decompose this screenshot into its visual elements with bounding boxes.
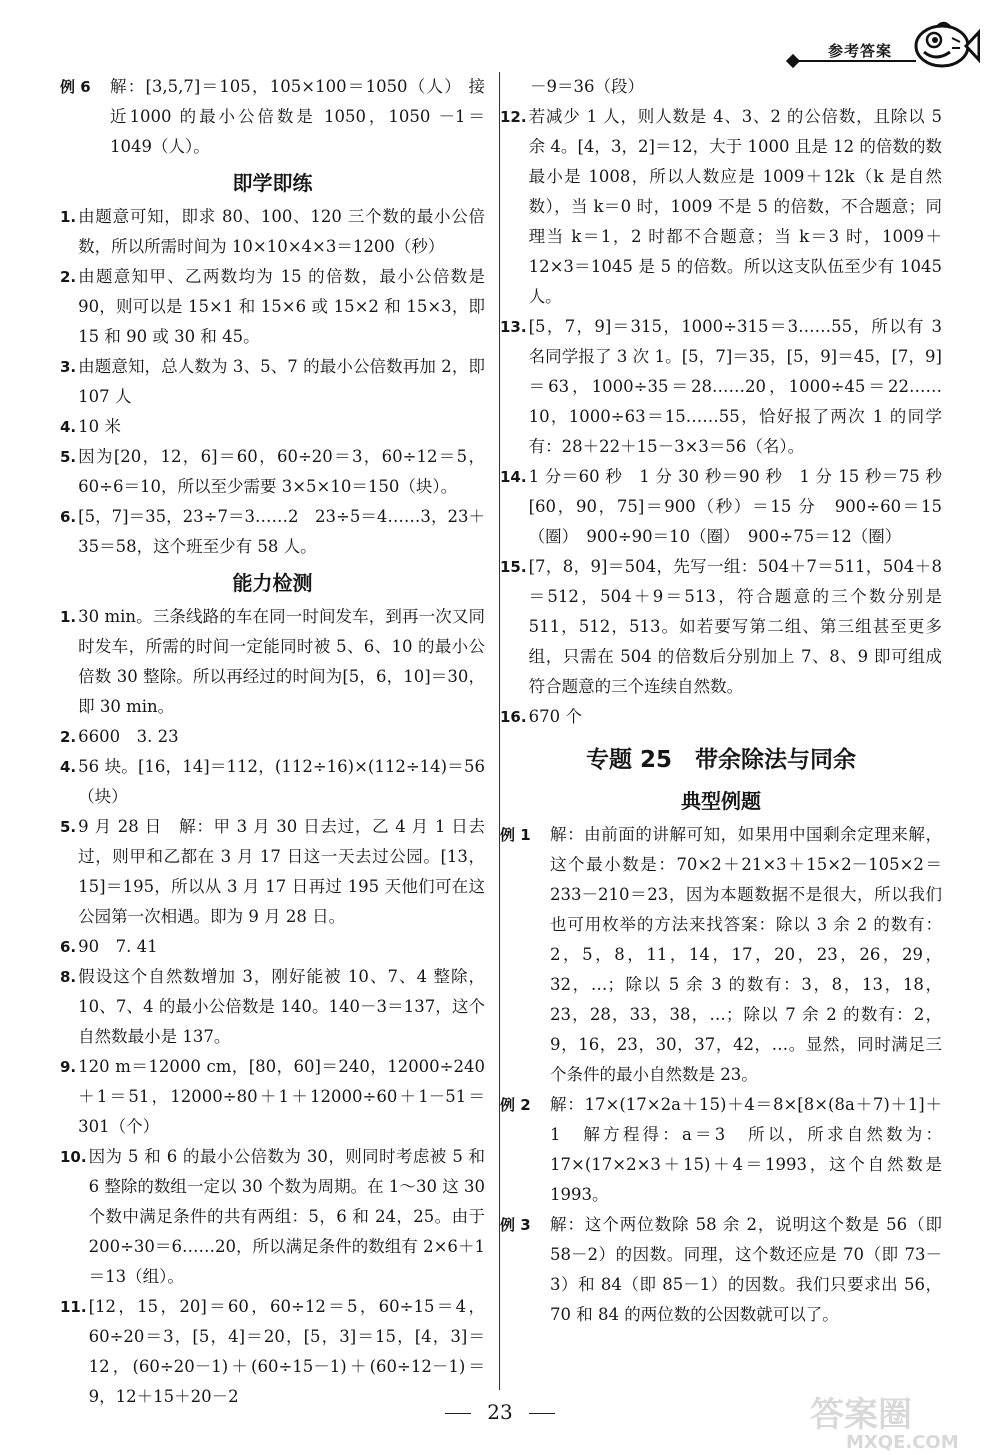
answer-item (60, 962, 485, 1052)
topic-heading: 专题 25 带余除法与同余 (585, 747, 856, 773)
answer-item (60, 262, 485, 352)
cartoon-fish-icon (908, 18, 980, 74)
item-number: 10. (60, 1148, 87, 1166)
answer-item (60, 202, 485, 262)
item-number: 例 3 (500, 1216, 531, 1234)
item-number: 6. (60, 938, 77, 956)
item-text: 因为[20，12，6]＝60，60÷20＝3，60÷12＝5，60÷6＝10，所以至少需要 3×5×10＝150（块）。 (78, 447, 485, 496)
answer-item (60, 412, 485, 442)
watermark-logo (806, 1390, 996, 1452)
answer-item (60, 812, 485, 932)
item-number: 例 1 (500, 826, 531, 844)
answer-item (60, 932, 485, 962)
item-text: 假设这个自然数增加 3，刚好能被 10、7、4 整除，10、7、4 的最小公倍数是 140。140－3＝137，这个自然数最小是 137。 (78, 967, 485, 1046)
item-text: －9＝36（段） (530, 77, 644, 96)
item-text: 解：由前面的讲解可知，如果用中国剩余定理来解，这个最小数是：70×2＋21×3＋15×2－105×2＝233－210＝23，因为本题数据不是很大，所以我们也可用枚举的方法来找答案：除以 3 余 2 的数有：2，5，8，11，14，17，20，23，26，29，32，…；除以 5 余 3 的数有：3，8，13，18，23，28，33，38，…；除以 7 余 2 的数有：2，9，16，23，30，37，42，…。显然，同时满足三个条件的最小自然数是 23。 (550, 825, 942, 1084)
page-dash-right (529, 1413, 555, 1415)
answer-item (60, 1142, 485, 1292)
item-text: [5，7]＝35，23÷7＝3……2 23÷5＝4……3，23＋35＝58，这个班至少有 58 人。 (78, 507, 485, 556)
page-number-text: 23 (487, 1400, 513, 1424)
item-number: 4. (60, 758, 77, 776)
item-text: 由题意可知，即求 80、100、120 三个数的最小公倍数，所以所需时间为 10×10×4×3＝1200（秒） (78, 207, 485, 256)
answer-item (500, 72, 942, 102)
section-heading: 典型例题 (681, 789, 761, 813)
answer-item (500, 462, 959, 552)
header-label: 参考答案 (828, 42, 893, 60)
watermark-url: MXQE.COM (846, 1432, 959, 1452)
item-number: 1. (60, 208, 77, 226)
section-heading: 能力检测 (232, 571, 313, 595)
left-column (60, 72, 485, 1412)
item-number: 4. (60, 418, 77, 436)
item-text: 56 块。[16，14]＝112，(112÷16)×(112÷14)＝56（块） (78, 757, 485, 806)
item-number: 2. (60, 268, 77, 286)
answer-item (500, 702, 942, 732)
example-answer (500, 820, 942, 1090)
page-header (780, 14, 980, 74)
answer-item (500, 312, 942, 462)
item-text: 因为 5 和 6 的最小公倍数为 30，则同时考虑被 5 和 6 整除的数组一定以 30 个数为周期。在 1～30 这 30 个数中满足条件的共有两组：5，6 和 24，25。由于 200÷30＝6……20，所以满足条件的数组有 2×6＋1＝13（组）。 (88, 1147, 485, 1286)
example-answer (500, 1210, 942, 1330)
item-text: [5，7，9]＝315，1000÷315＝3……55，所以有 3 名同学报了 3 次 1。[5，7]＝35，[5，9]＝45，[7，9]＝63，1000÷35＝28……20，1000÷45＝22……10，1000÷63＝15……55，恰好报了两次 1 的同学有：28＋22＋15－3×3＝56（名）。 (528, 317, 942, 456)
watermark-text: 答案圈 (810, 1395, 912, 1435)
answer-item (500, 552, 942, 702)
item-number: 1. (60, 608, 77, 626)
answer-item (500, 102, 942, 312)
right-column (500, 72, 959, 1330)
item-number: 9. (60, 1058, 77, 1076)
item-number: 12. (500, 108, 527, 126)
item-text: [12，15，20]＝60，60÷12＝5，60÷15＝4，60÷20＝3，[5，4]＝20，[5，3]＝15，[4，3]＝12，(60÷20－1)＋(60÷15－1)＋(60÷12－1)＝9，12＋15＋20－2 (88, 1297, 485, 1406)
item-text: 90 7. 41 (78, 937, 158, 956)
item-number: 8. (60, 968, 77, 986)
example-answer (500, 1090, 942, 1210)
item-text: 10 米 (78, 417, 121, 436)
item-text: 解：这个两位数除 58 余 2，说明这个数是 56（即 58－2）的因数。同理，这个数还应是 70（即 73－3）和 84（即 85－1）的因数。我们只要求出 56，70 和 84 的两位数的公因数就可以了。 (550, 1215, 942, 1324)
item-text: 120 m＝12000 cm，[80，60]＝240，12000÷240＋1＝51，12000÷80＋1＋12000÷60＋1－51＝301（个） (78, 1057, 485, 1136)
item-number: 14. (500, 468, 527, 486)
item-text: 9 月 28 日 解：甲 3 月 30 日去过，乙 4 月 1 日去过，则甲和乙都在 3 月 17 日这一天去过公园。[13，15]＝195，所以从 3 月 17 日再过 195 天他们可在这公园第一次相遇。即为 9 月 28 日。 (78, 817, 485, 926)
section-heading: 即学即练 (232, 171, 313, 195)
item-text: 由题意知甲、乙两数均为 15 的倍数，最小公倍数是90，则可以是 15×1 和 15×6 或 15×2 和 15×3，即 15 和 90 或 30 和 45。 (78, 267, 485, 346)
item-number: 例 2 (500, 1096, 531, 1114)
item-number: 16. (500, 708, 527, 726)
page-dash-left (445, 1413, 471, 1415)
item-number: 2. (60, 728, 77, 746)
item-text: 由题意知，总人数为 3、5、7 的最小公倍数再加 2，即 107 人 (78, 357, 485, 406)
example-answer (60, 72, 485, 162)
item-number: 11. (60, 1298, 87, 1316)
answer-item (60, 1292, 485, 1412)
answer-item (60, 602, 485, 722)
item-text: 解：[3,5,7]＝105，105×100＝1050（人） 接近1000 的最小公倍数是 1050，1050 －1＝1049（人）。 (110, 77, 485, 156)
item-number: 例 6 (60, 78, 91, 96)
item-text: 1 分＝60 秒 1 分 30 秒＝90 秒 1 分 15 秒＝75 秒 [60，90，75]＝900（秒）＝15 分 900÷60＝15（圈） 900÷90＝10（圈） 900÷75＝12（圈） (528, 467, 959, 546)
item-number: 13. (500, 318, 527, 336)
item-text: 670 个 (528, 707, 582, 726)
item-text: 30 min。三条线路的车在同一时间发车，到再一次又同时发车，所需的时间一定能同时被 5、6、10 的最小公倍数 30 整除。所以再经过的时间为[5，6，10]＝30，即 30 min。 (78, 607, 485, 716)
item-text: [7，8，9]＝504，先写一组：504＋7＝511，504＋8＝512，504＋9＝513，符合题意的三个数分别是 511，512，513。如若要写第二组、第三组甚至更多组，只需在 504 的倍数后分别加上 7、8、9 即可组成符合题意的三个连续自然数。 (528, 557, 942, 696)
item-number: 6. (60, 508, 77, 526)
item-number: 15. (500, 558, 527, 576)
answer-item (60, 442, 485, 502)
answer-item (60, 352, 485, 412)
answer-item (60, 722, 485, 752)
answer-item (60, 1052, 485, 1142)
item-text: 6600 3. 23 (78, 727, 179, 746)
item-text: 若减少 1 人，则人数是 4、3、2 的公倍数，且除以 5 余 4。[4，3，2]＝12，大于 1000 且是 12 的倍数的数最小是 1008，所以人数应是 1009＋12k（k 是自然数），当 k＝0 时，1009 不是 5 的倍数，不合题意；同理当 k＝1，2 时都不合题意；当 k＝3 时，1009＋12×3＝1045 是 5 的倍数。所以这支队伍至少有 1045 人。 (528, 107, 942, 306)
answer-item (60, 502, 485, 562)
item-number: 3. (60, 358, 77, 376)
answer-item (60, 752, 485, 812)
item-text: 解：17×(17×2a＋15)＋4＝8×[8×(8a＋7)＋1]＋1 解方程得：a＝3 所以，所求自然数为：17×(17×2×3＋15)＋4＝1993，这个自然数是 1993。 (550, 1095, 942, 1204)
item-number: 5. (60, 818, 77, 836)
item-number: 5. (60, 448, 77, 466)
